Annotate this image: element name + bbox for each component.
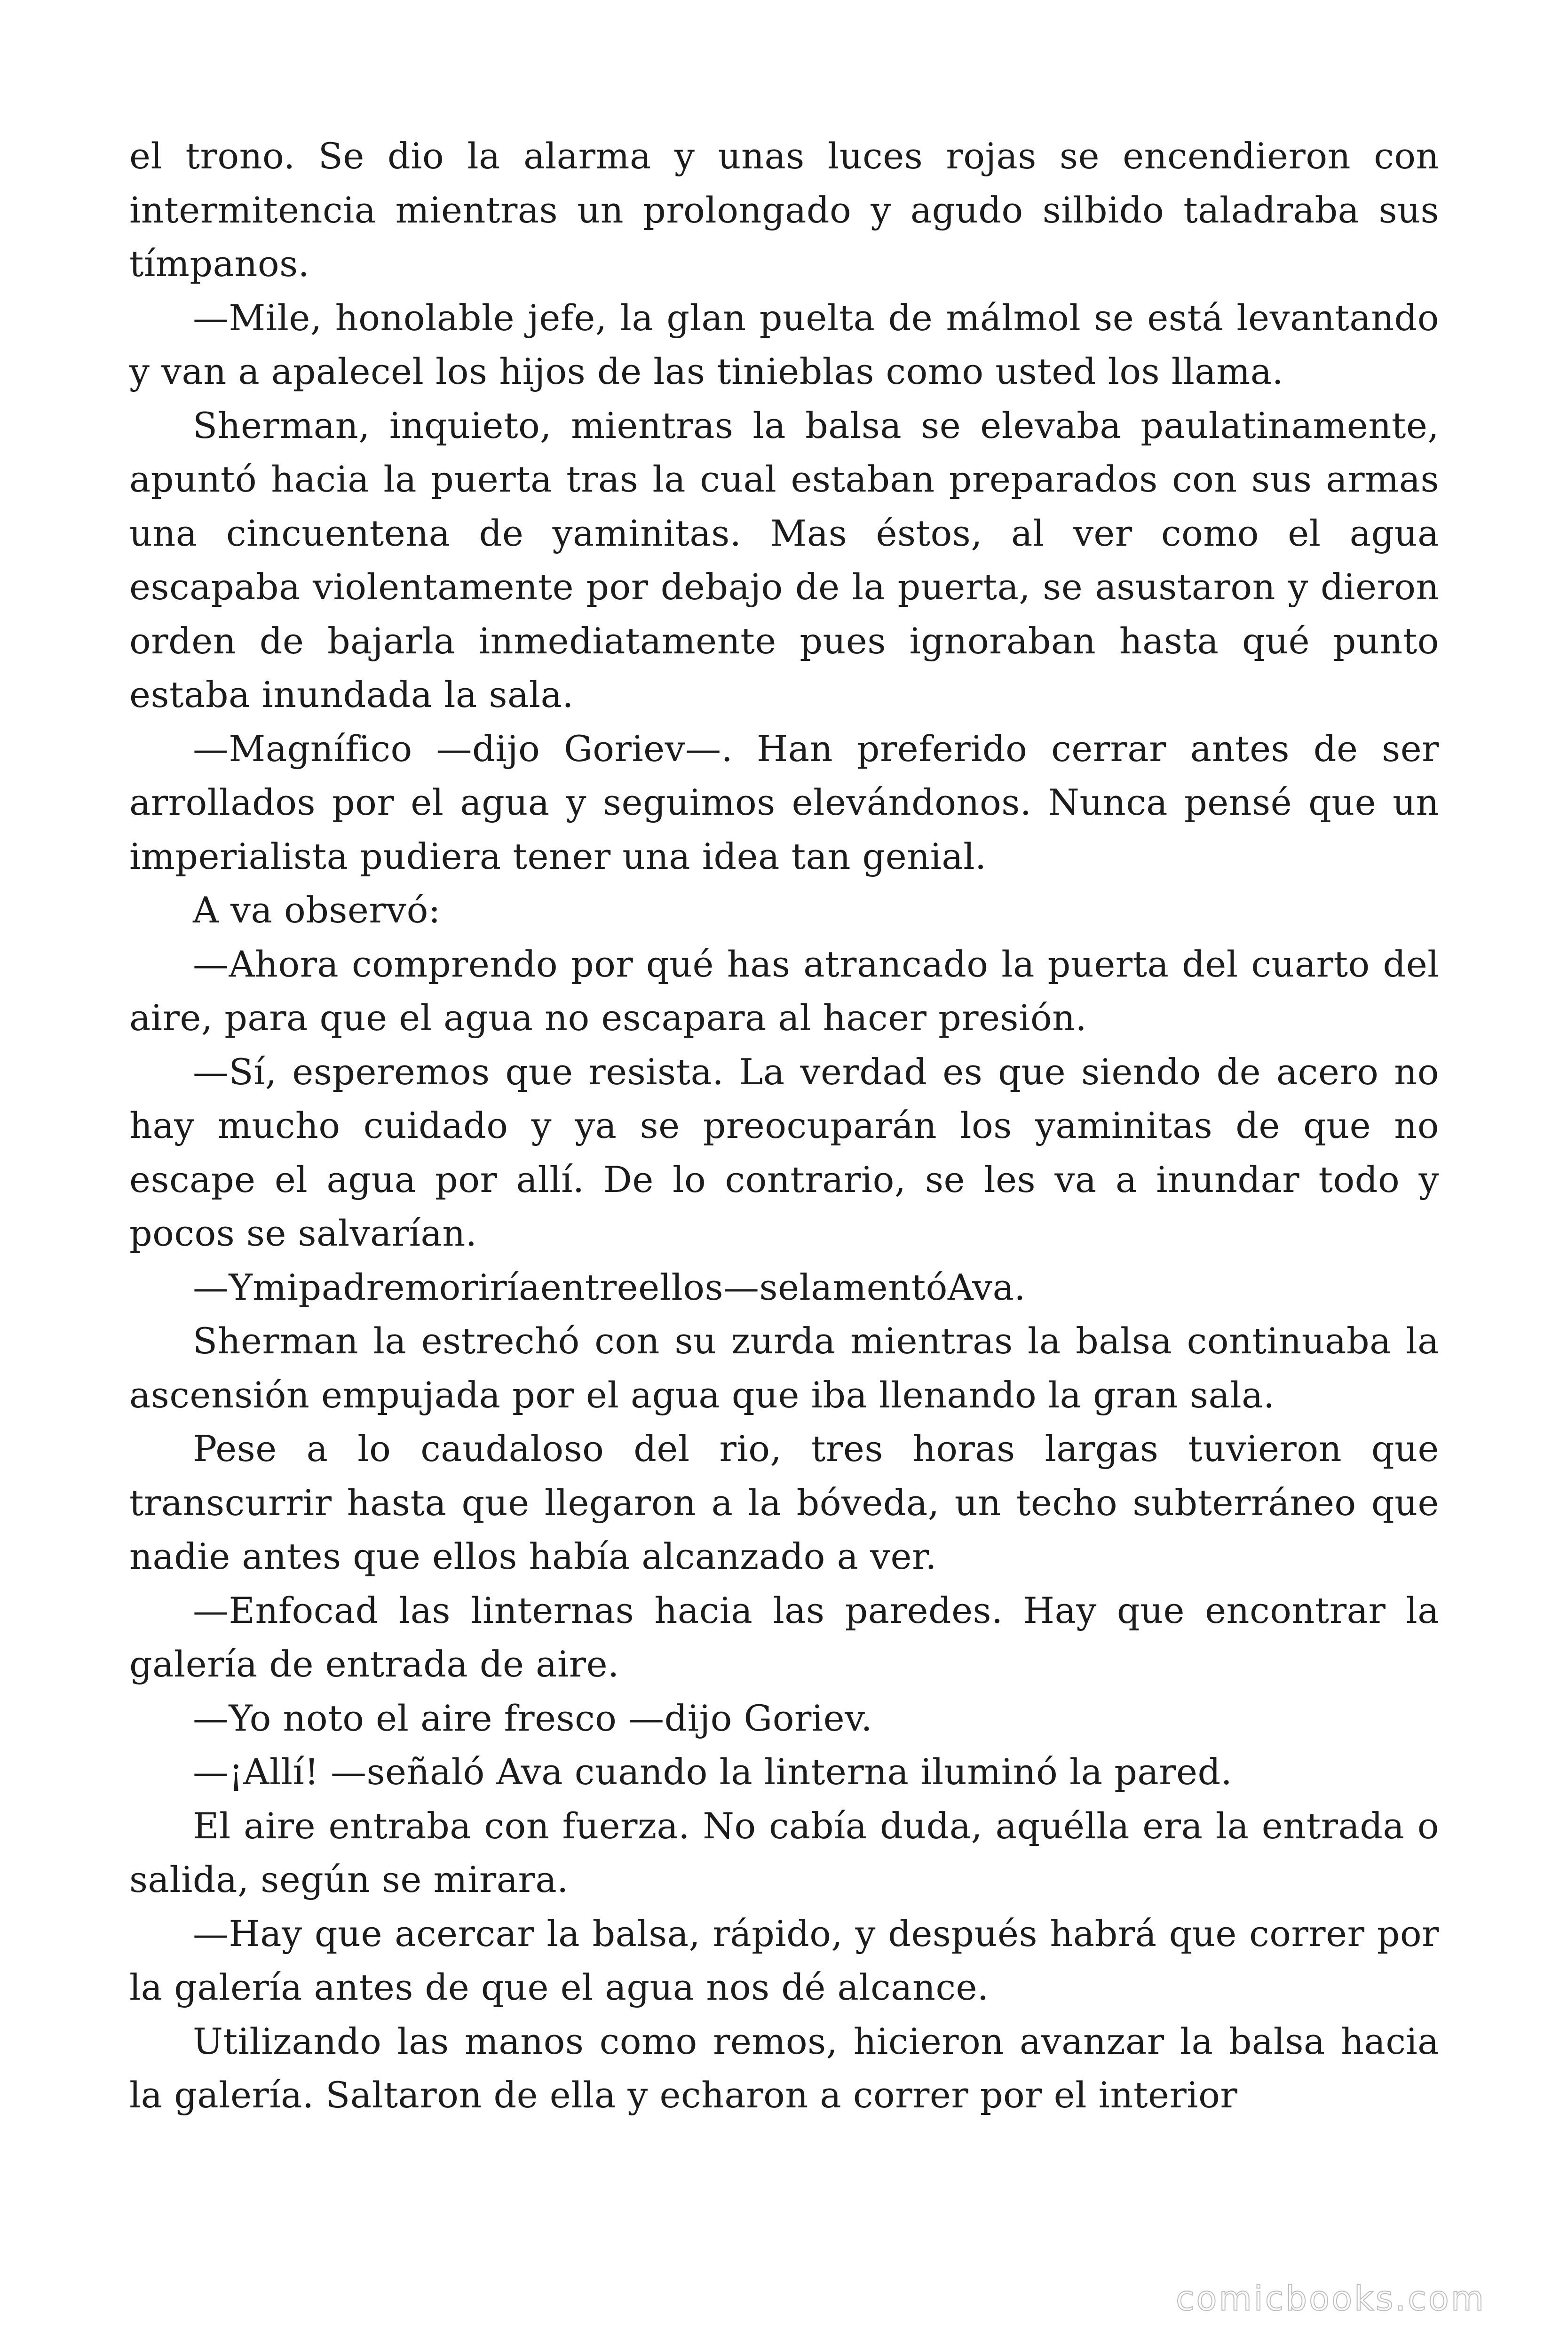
paragraph: Utilizando las manos como remos, hicieron avanzar la balsa hacia la galería. Saltaron de ella y echaron a correr por el interior bbox=[129, 2020, 1439, 2116]
paragraph: —Ymipadremoriríaentreellos—selamentóAva. bbox=[193, 1266, 1026, 1308]
paragraph: A va observó: bbox=[193, 889, 441, 931]
paragraph: —Sí, esperemos que resista. La verdad es que siendo de acero no hay mucho cuidado y ya se preocuparán los yaminitas de que no escape el agua por allí. De lo contrario, se les va a inundar todo y pocos se salvarían. bbox=[129, 1050, 1439, 1254]
paragraph: —Hay que acercar la balsa, rápido, y después habrá que correr por la galería antes de que el agua nos dé alcance. bbox=[129, 1912, 1439, 2008]
paragraph: —Enfocad las linternas hacia las paredes. Hay que encontrar la galería de entrada de aire. bbox=[129, 1589, 1439, 1685]
paragraph: —Yo noto el aire fresco —dijo Goriev. bbox=[193, 1697, 873, 1739]
paragraph: Pese a lo caudaloso del rio, tres horas largas tuvieron que transcurrir hasta que llegaron a la bóveda, un techo subterráneo que nadie antes que ellos había alcanzado a ver. bbox=[129, 1428, 1439, 1577]
paragraph: Sherman, inquieto, mientras la balsa se elevaba paulatinamente, apuntó hacia la puerta tras la cual estaban preparados con sus armas una cincuentena de yaminitas. Mas éstos, al ver como el agua escapaba violentamente por debajo de la puerta, se asustaron y dieron orden de bajarla inmediatamente pues ignoraban hasta qué punto estaba inundada la sala. bbox=[129, 404, 1439, 715]
paragraph: el trono. Se dio la alarma y unas luces rojas se encendieron con intermitencia mientras un prolongado y agudo silbido taladraba sus tímpanos. bbox=[129, 135, 1439, 285]
watermark: comicbooks.com bbox=[1175, 2279, 1486, 2318]
paragraph: —Magnífico —dijo Goriev—. Han preferido cerrar antes de ser arrollados por el agua y seguimos elevándonos. Nunca pensé que un imperialista pudiera tener una idea tan genial. bbox=[129, 727, 1439, 877]
paragraph: —Ahora comprendo por qué has atrancado la puerta del cuarto del aire, para que el agua no escapara al hacer presión. bbox=[129, 943, 1439, 1039]
paragraph: —Mile, honolable jefe, la glan puelta de málmol se está levantando y van a apalecel los hijos de las tinieblas como usted los llama. bbox=[129, 296, 1439, 392]
paragraph: El aire entraba con fuerza. No cabía duda, aquélla era la entrada o salida, según se mirara. bbox=[129, 1804, 1439, 1900]
book-page-text bbox=[129, 129, 1439, 2122]
paragraph: Sherman la estrechó con su zurda mientras la balsa continuaba la ascensión empujada por el agua que iba llenando la gran sala. bbox=[129, 1320, 1439, 1416]
paragraph: —¡Allí! —señaló Ava cuando la linterna iluminó la pared. bbox=[193, 1751, 1233, 1793]
